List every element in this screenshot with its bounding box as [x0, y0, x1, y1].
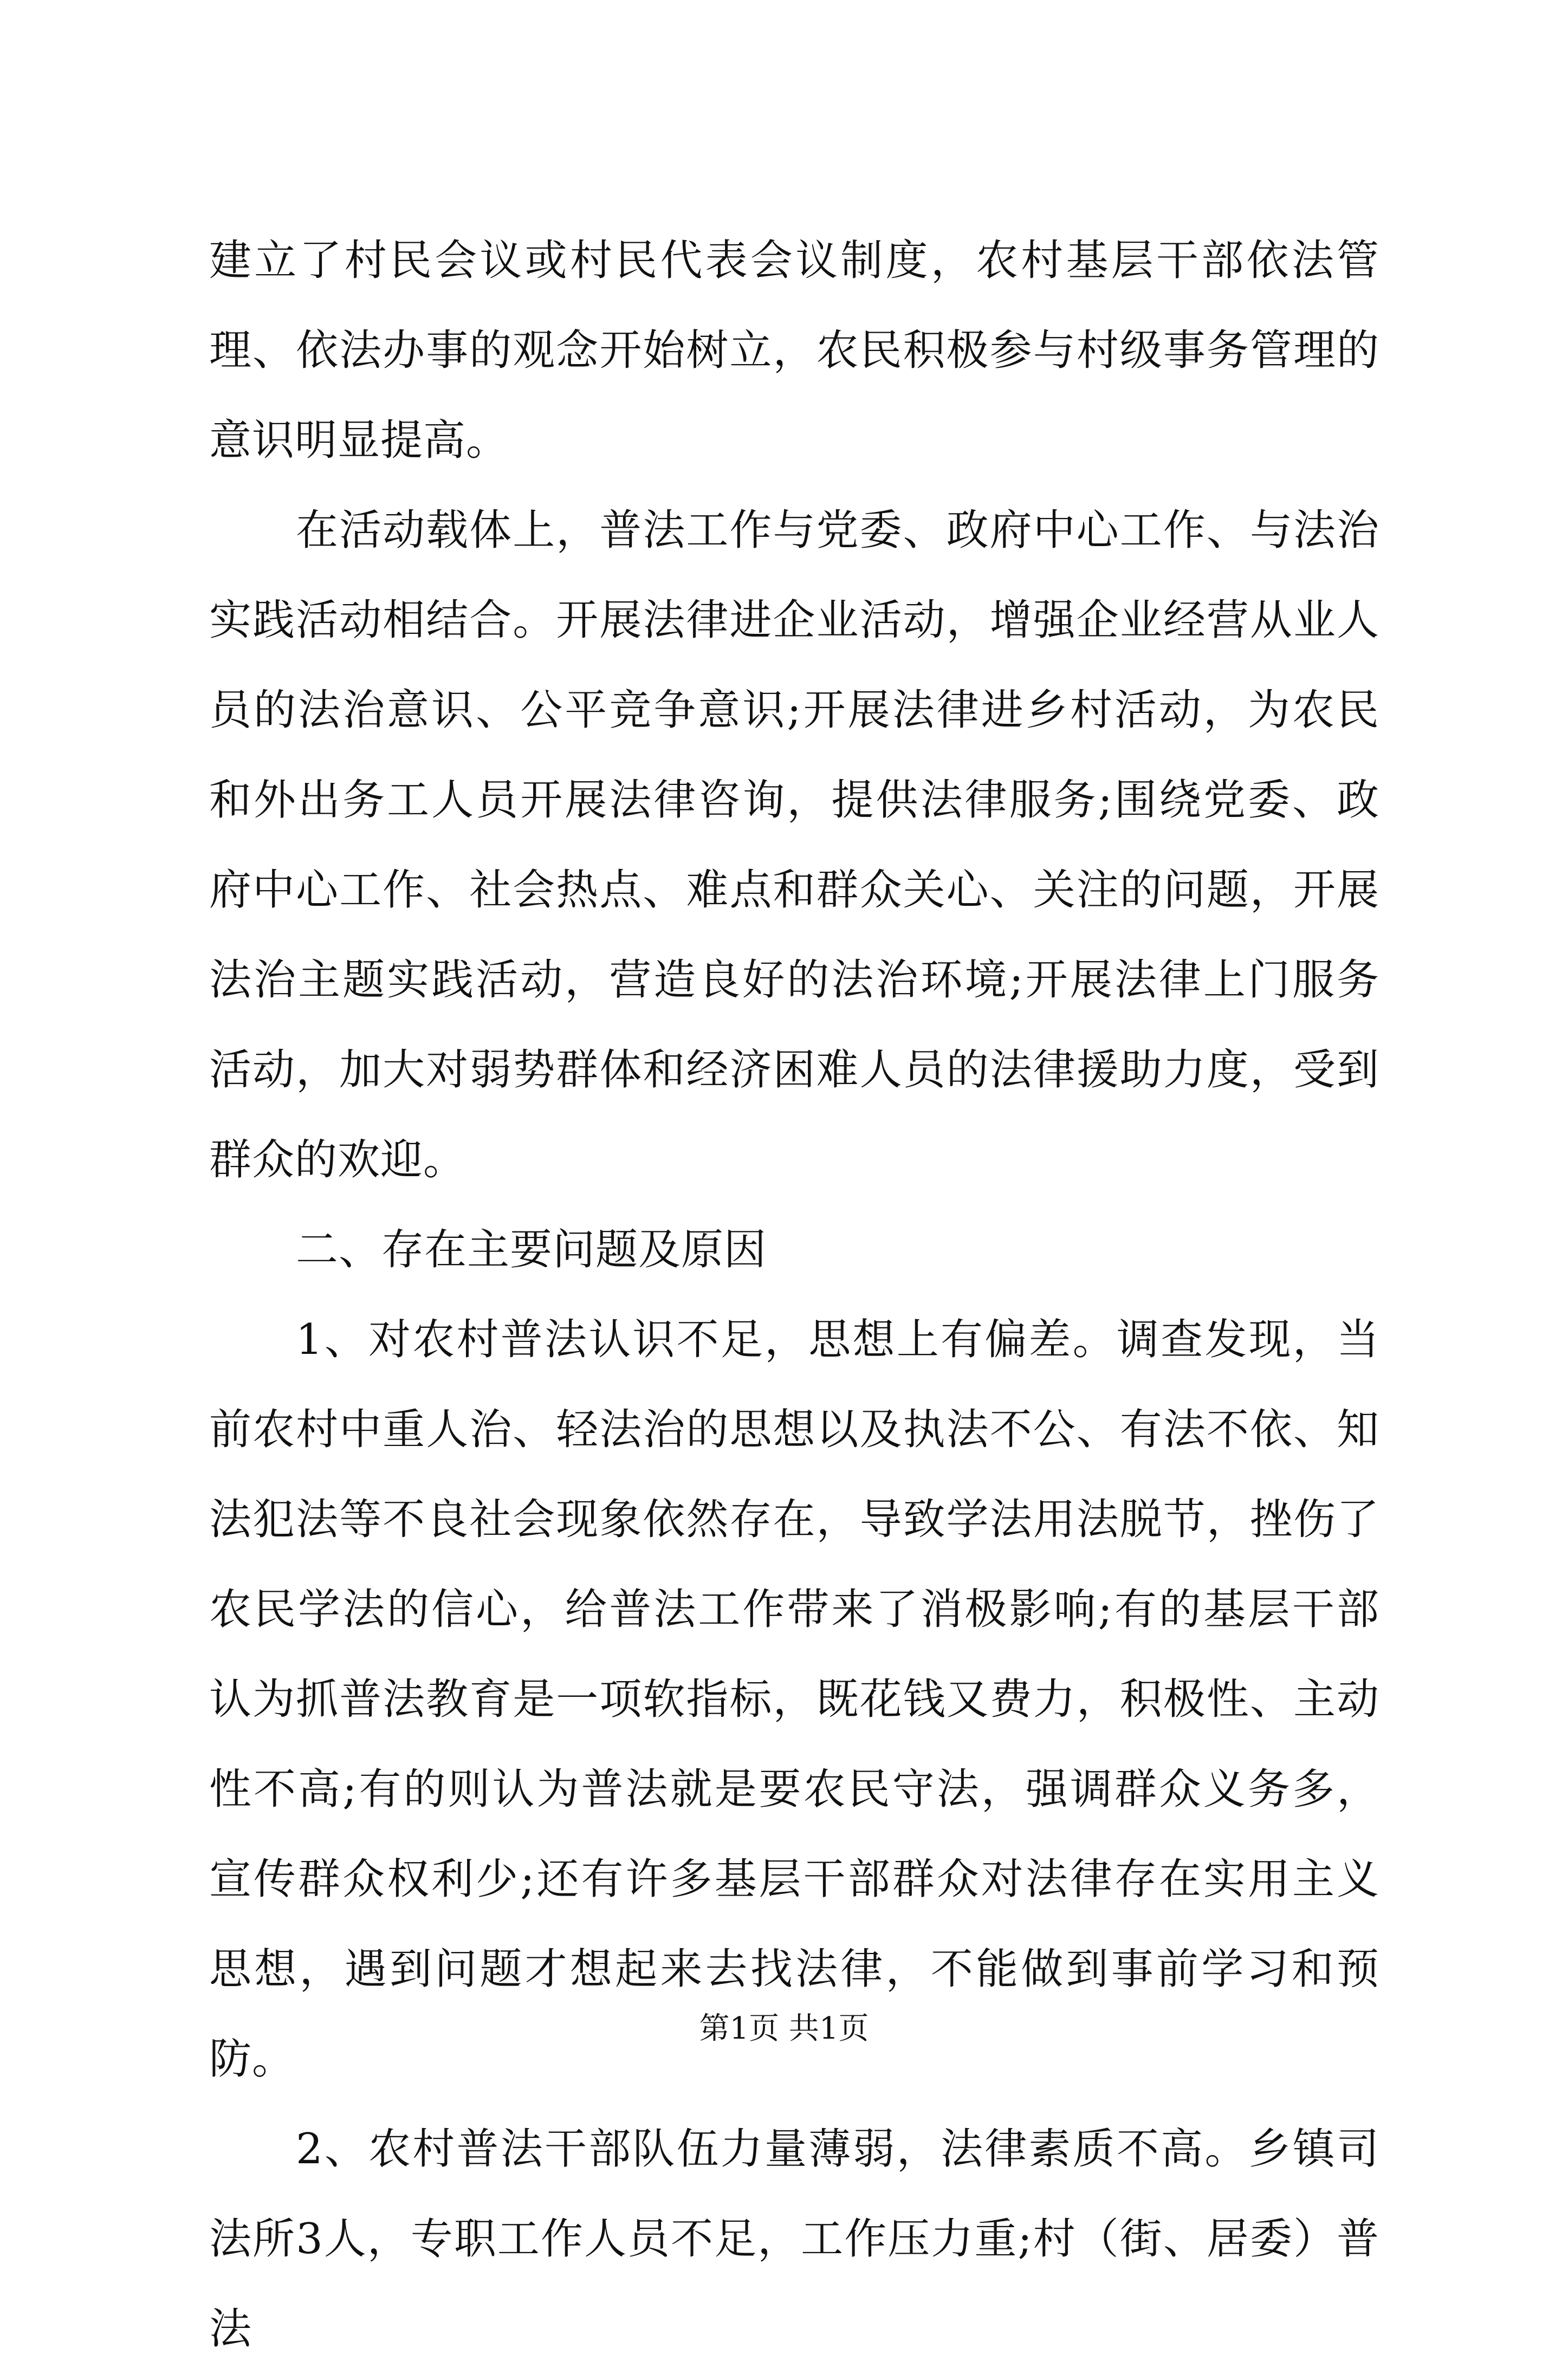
document-body — [209, 216, 1379, 2374]
section-heading-problems: 二、存在主要问题及原因 — [296, 1225, 767, 1274]
paragraph-point-2: 2、农村普法干部队伍力量薄弱，法律素质不高。乡镇司法所3人，专职工作人员不足，工作压力重;村（街、居委）普法 — [209, 2125, 1379, 2353]
paragraph-continuation: 建立了村民会议或村民代表会议制度，农村基层干部依法管理、依法办事的观念开始树立，农民积极参与村级事务管理的意识明显提高。 — [209, 236, 1379, 465]
paragraph-point-1: 1、对农村普法认识不足，思想上有偏差。调查发现，当前农村中重人治、轻法治的思想以及执法不公、有法不依、知法犯法等不良社会现象依然存在，导致学法用法脱节，挫伤了农民学法的信心，给普法工作带来了消极影响;有的基层干部认为抓普法教育是一项软指标，既花钱又费力，积极性、主动性不高;有的则认为普法就是要农民守法，强调群众义务多，宣传群众权利少;还有许多基层干部群众对法律存在实用主义思想，遇到问题才想起来去找法律，不能做到事前学习和预防。 — [209, 1315, 1379, 2084]
paragraph-activity-carrier: 在活动载体上，普法工作与党委、政府中心工作、与法治实践活动相结合。开展法律进企业活动，增强企业经营从业人员的法治意识、公平竞争意识;开展法律进乡村活动，为农民和外出务工人员开展法律咨询，提供法律服务;围绕党委、政府中心工作、社会热点、难点和群众关心、关注的问题，开展法治主题实践活动，营造良好的法治环境;开展法律上门服务活动，加大对弱势群体和经济困难人员的法律援助力度，受到群众的欢迎。 — [209, 506, 1379, 1184]
page-footer: 第1页 共1页 — [699, 2011, 869, 2046]
